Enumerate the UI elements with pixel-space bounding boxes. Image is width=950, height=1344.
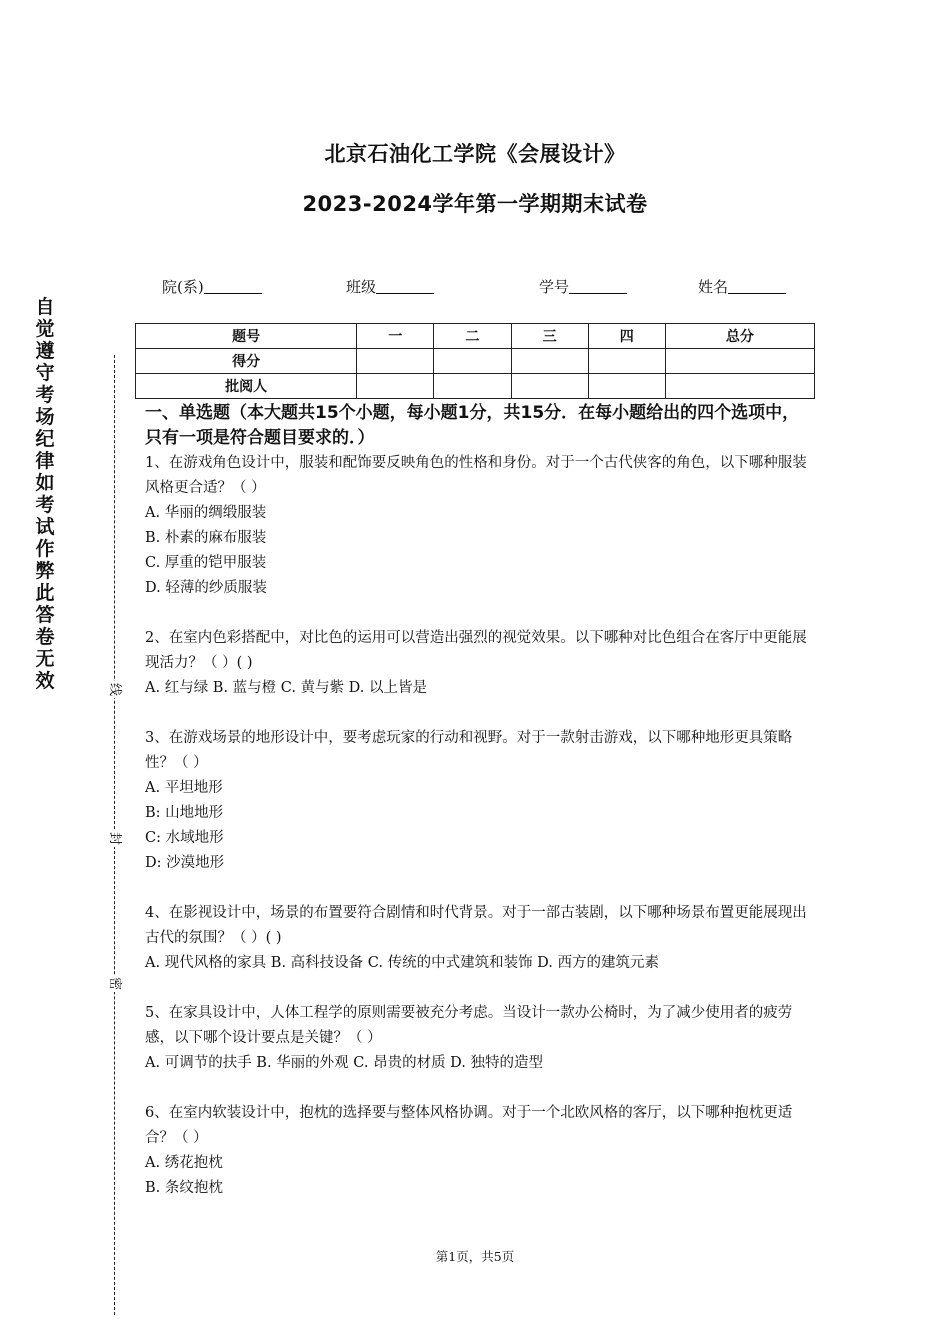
option[interactable]: D. 轻薄的纱质服装 <box>145 580 267 596</box>
class-field <box>346 276 434 297</box>
exam-title-line1: 北京石油化工学院《会展设计》 <box>324 142 626 166</box>
question-stem: 2、在室内色彩搭配中，对比色的运用可以营造出强烈的视觉效果。以下哪种对比色组合在客厅中更能展现活力？（ ）( ) <box>145 630 807 671</box>
option[interactable]: A. 平坦地形 <box>145 780 223 796</box>
option[interactable]: C. 厚重的铠甲服装 <box>145 555 267 571</box>
score-header-cell: 一 <box>357 324 434 349</box>
question-stem: 5、在家具设计中，人体工程学的原则需要被充分考虑。当设计一款办公椅时，为了减少使用者的疲劳感，以下哪个设计要点是关键？（ ） <box>145 1005 793 1046</box>
score-cell[interactable] <box>511 349 588 374</box>
id-label: 学号 <box>539 278 570 296</box>
id-blank[interactable] <box>569 277 627 294</box>
binding-mark-secret: 密 <box>107 976 122 990</box>
score-header-cell: 题号 <box>136 324 357 349</box>
option[interactable]: B. 条纹抱枕 <box>145 1180 223 1196</box>
score-header-cell: 二 <box>434 324 511 349</box>
grader-cell[interactable] <box>665 374 814 399</box>
section-heading: 一、单选题（本大题共15个小题，每小题1分，共15分．在每小题给出的四个选项中，只有一项是符合题目要求的．） <box>145 403 800 448</box>
class-label: 班级 <box>346 278 377 296</box>
name-blank[interactable] <box>728 277 786 294</box>
question-stem: 4、在影视设计中，场景的布置要符合剧情和时代背景。对于一部古装剧，以下哪种场景布置更能展现出古代的氛围？（ ）( ) <box>145 905 807 946</box>
question-2 <box>145 626 810 701</box>
class-blank[interactable] <box>376 277 434 294</box>
question-3 <box>145 726 810 876</box>
grader-cell[interactable] <box>357 374 434 399</box>
score-cell[interactable] <box>357 349 434 374</box>
option[interactable]: A. 绣花抱枕 <box>145 1155 223 1171</box>
question-stem: 1、在游戏角色设计中，服装和配饰要反映角色的性格和身份。对于一个古代侠客的角色，以下哪种服装风格更合适？（ ） <box>145 455 807 496</box>
grader-cell[interactable] <box>511 374 588 399</box>
grader-cell[interactable] <box>588 374 665 399</box>
score-cell[interactable] <box>434 349 511 374</box>
score-table <box>135 323 815 399</box>
exam-content <box>145 401 810 1201</box>
score-table-header-row <box>136 324 815 349</box>
score-row <box>136 349 815 374</box>
score-header-cell: 三 <box>511 324 588 349</box>
binding-mark-line: 线 <box>107 682 122 696</box>
page-number: 第1页，共5页 <box>435 1249 515 1264</box>
exam-discipline-warning: 自觉遵守考场纪律如考试作弊此答卷无效 <box>35 296 55 692</box>
binding-mark-seal: 封 <box>107 831 122 845</box>
grader-row-label: 批阅人 <box>136 374 357 399</box>
option[interactable]: B: 山地地形 <box>145 805 224 821</box>
score-header-cell: 总分 <box>665 324 814 349</box>
dept-blank[interactable] <box>204 277 262 294</box>
score-cell[interactable] <box>588 349 665 374</box>
score-row-label: 得分 <box>136 349 357 374</box>
score-cell[interactable] <box>665 349 814 374</box>
name-field <box>698 276 786 297</box>
option[interactable]: D: 沙漠地形 <box>145 855 225 871</box>
question-1 <box>145 451 810 601</box>
dept-label: 院(系) <box>162 278 204 296</box>
dept-field <box>162 276 262 297</box>
option[interactable]: C: 水域地形 <box>145 830 224 846</box>
grader-row <box>136 374 815 399</box>
question-5 <box>145 1001 810 1076</box>
question-6 <box>145 1101 810 1201</box>
score-header-cell: 四 <box>588 324 665 349</box>
exam-title-line2: 2023-2024学年第一学期期末试卷 <box>302 192 648 216</box>
name-label: 姓名 <box>698 278 729 296</box>
option[interactable]: A. 华丽的绸缎服装 <box>145 505 267 521</box>
id-field <box>539 276 627 297</box>
option[interactable]: A. 现代风格的家具 B. 高科技设备 C. 传统的中式建筑和装饰 D. 西方的建筑元素 <box>145 955 660 971</box>
option[interactable]: A. 可调节的扶手 B. 华丽的外观 C. 昂贵的材质 D. 独特的造型 <box>145 1055 544 1071</box>
question-4 <box>145 901 810 976</box>
question-stem: 6、在室内软装设计中，抱枕的选择要与整体风格协调。对于一个北欧风格的客厅，以下哪种抱枕更适合？（ ） <box>145 1105 793 1146</box>
grader-cell[interactable] <box>434 374 511 399</box>
option[interactable]: B. 朴素的麻布服装 <box>145 530 267 546</box>
question-stem: 3、在游戏场景的地形设计中，要考虑玩家的行动和视野。对于一款射击游戏，以下哪种地形更具策略性？（ ） <box>145 730 793 771</box>
option[interactable]: A. 红与绿 B. 蓝与橙 C. 黄与紫 D. 以上皆是 <box>145 680 428 696</box>
